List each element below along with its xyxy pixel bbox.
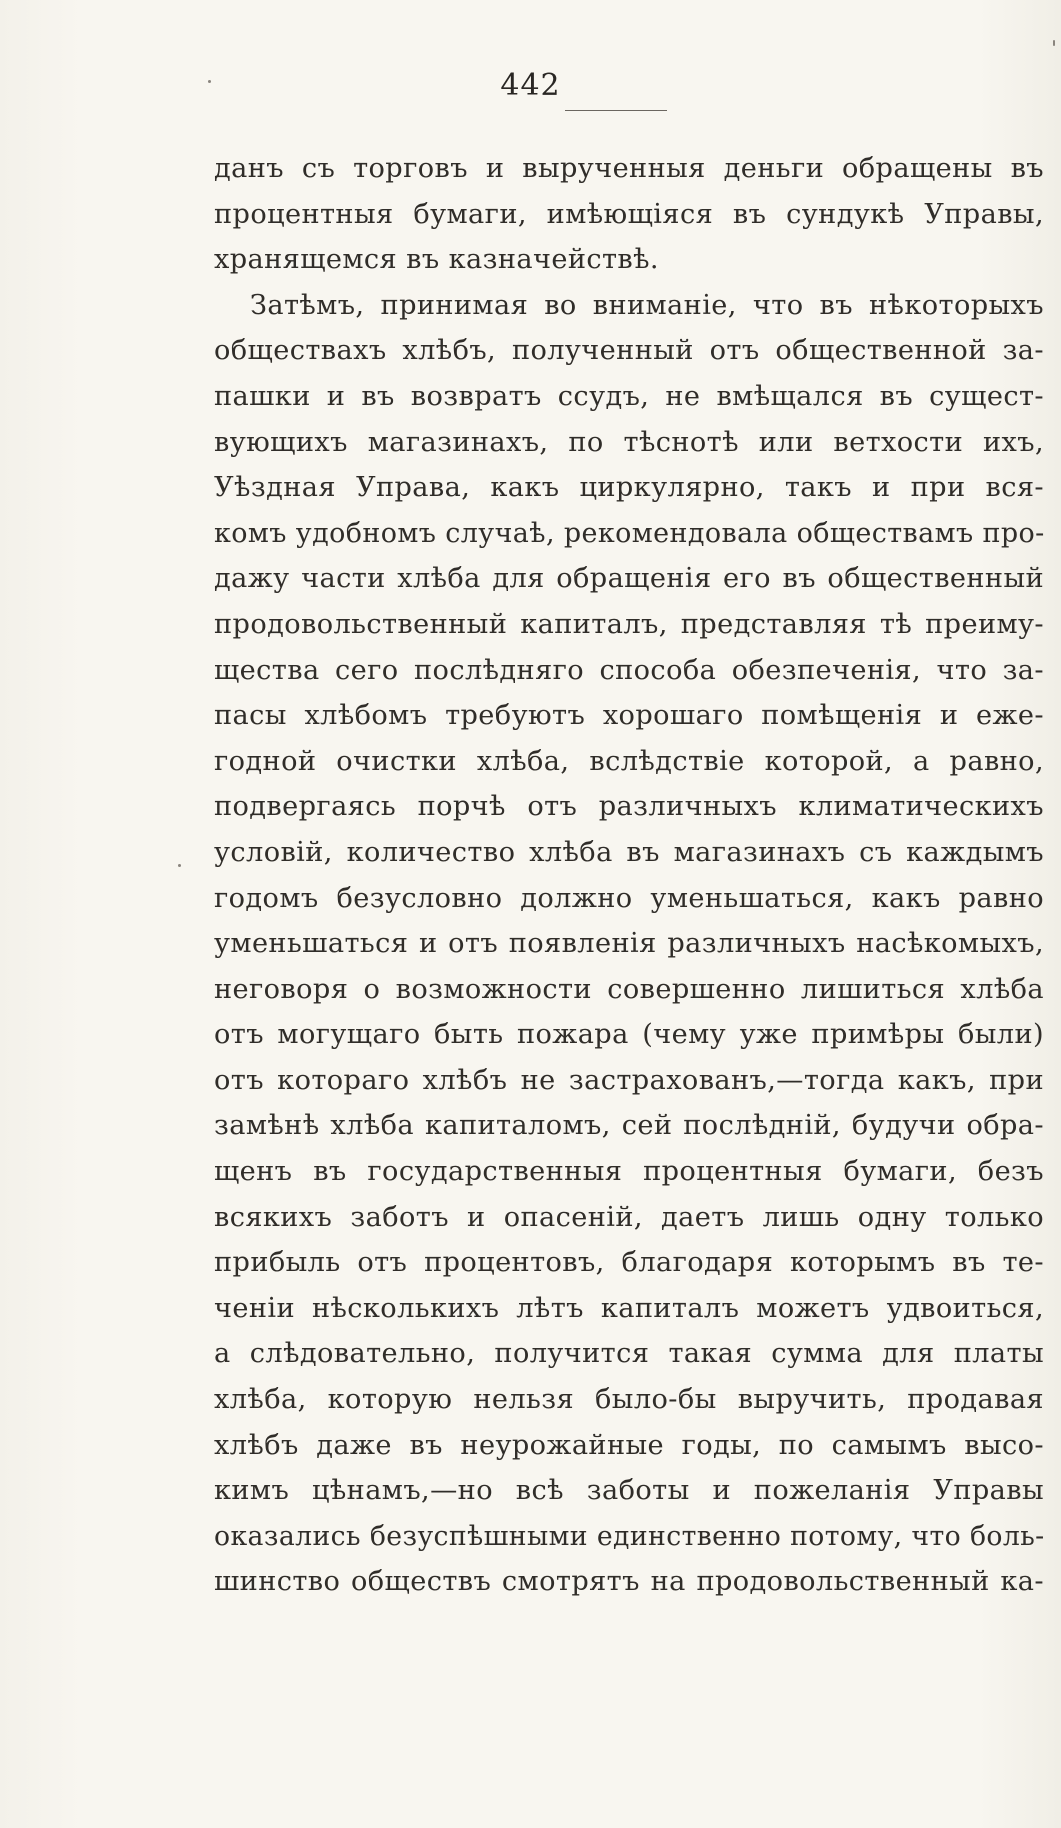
text-line: комъ удобномъ случаѣ, рекомендовала обществамъ про- — [214, 517, 1045, 549]
text-line: Затѣмъ, принимая во вниманіе, что въ нѣкоторыхъ — [250, 289, 1044, 321]
text-line: годомъ безусловно должно уменьшаться, какъ равно — [214, 882, 1044, 914]
text-line: годной очистки хлѣба, вслѣдствіе которой, а равно, — [214, 745, 1044, 777]
text-line: отъ могущаго быть пожара (чему уже примѣры были) — [214, 1019, 1044, 1051]
text-line: продовольственный капиталъ, представляя тѣ преиму- — [214, 608, 1044, 640]
text-line: шинство обществъ смотрятъ на продовольственный ка- — [214, 1566, 1044, 1598]
text-line: хлѣба, которую нельзя было-бы выручить, продавая — [214, 1384, 1044, 1416]
text-line: щества сего послѣдняго способа обезпеченія, что за- — [214, 654, 1044, 686]
paper-speck — [208, 80, 211, 83]
text-line: неговоря о возможности совершенно лишиться хлѣба — [214, 973, 1044, 1005]
text-line: замѣнѣ хлѣба капиталомъ, сей послѣдній, будучи обра- — [214, 1110, 1044, 1142]
text-line: вующихъ магазинахъ, по тѣснотѣ или ветхости ихъ, — [214, 426, 1044, 458]
text-line: щенъ въ государственныя процентныя бумаги, безъ — [214, 1156, 1044, 1188]
text-line: Уѣздная Управа, какъ циркулярно, такъ и при вся- — [214, 472, 1044, 504]
paper-speck — [178, 864, 181, 867]
text-line: условій, количество хлѣба въ магазинахъ съ каждымъ — [214, 836, 1044, 868]
text-line: хранящемся въ казначействѣ. — [214, 244, 659, 276]
text-line: данъ съ торговъ и вырученныя деньги обращены въ — [214, 153, 1044, 184]
text-line: а слѣдовательно, получится такая сумма для платы — [214, 1338, 1044, 1370]
text-line: подвергаясь порчѣ отъ различныхъ климатическихъ — [214, 791, 1044, 823]
paper-speck — [1053, 40, 1055, 46]
text-line: отъ котораго хлѣбъ не застрахованъ,—тогда какъ, при — [214, 1064, 1044, 1096]
text-line: пашки и въ возвратъ ссудъ, не вмѣщался въ сущест- — [214, 380, 1044, 412]
text-line: прибыль отъ процентовъ, благодаря которымъ въ те- — [214, 1247, 1044, 1279]
text-line: оказались безуспѣшными единственно потому, что боль- — [214, 1520, 1045, 1552]
text-line: кимъ цѣнамъ,—но всѣ заботы и пожеланія Управы — [214, 1475, 1044, 1507]
body-text — [214, 146, 1044, 1605]
text-line: обществахъ хлѣбъ, полученный отъ общественной за- — [214, 335, 1044, 367]
text-line: пасы хлѣбомъ требуютъ хорошаго помѣщенія и еже- — [214, 700, 1044, 732]
text-line: уменьшаться и отъ появленія различныхъ насѣкомыхъ, — [214, 928, 1044, 960]
text-line: всякихъ заботъ и опасеній, даетъ лишь одну только — [214, 1201, 1044, 1233]
text-line: процентныя бумаги, имѣющіяся въ сундукѣ Управы, — [214, 198, 1044, 230]
page-number: 442 — [500, 68, 561, 103]
text-line: хлѣбъ даже въ неурожайные годы, по самымъ высо- — [214, 1429, 1044, 1461]
text-line: ченіи нѣсколькихъ лѣтъ капиталъ можетъ удвоиться, — [214, 1292, 1044, 1324]
text-line: дажу части хлѣба для обращенія его въ общественный — [214, 563, 1044, 595]
page-number-rule — [565, 110, 667, 111]
